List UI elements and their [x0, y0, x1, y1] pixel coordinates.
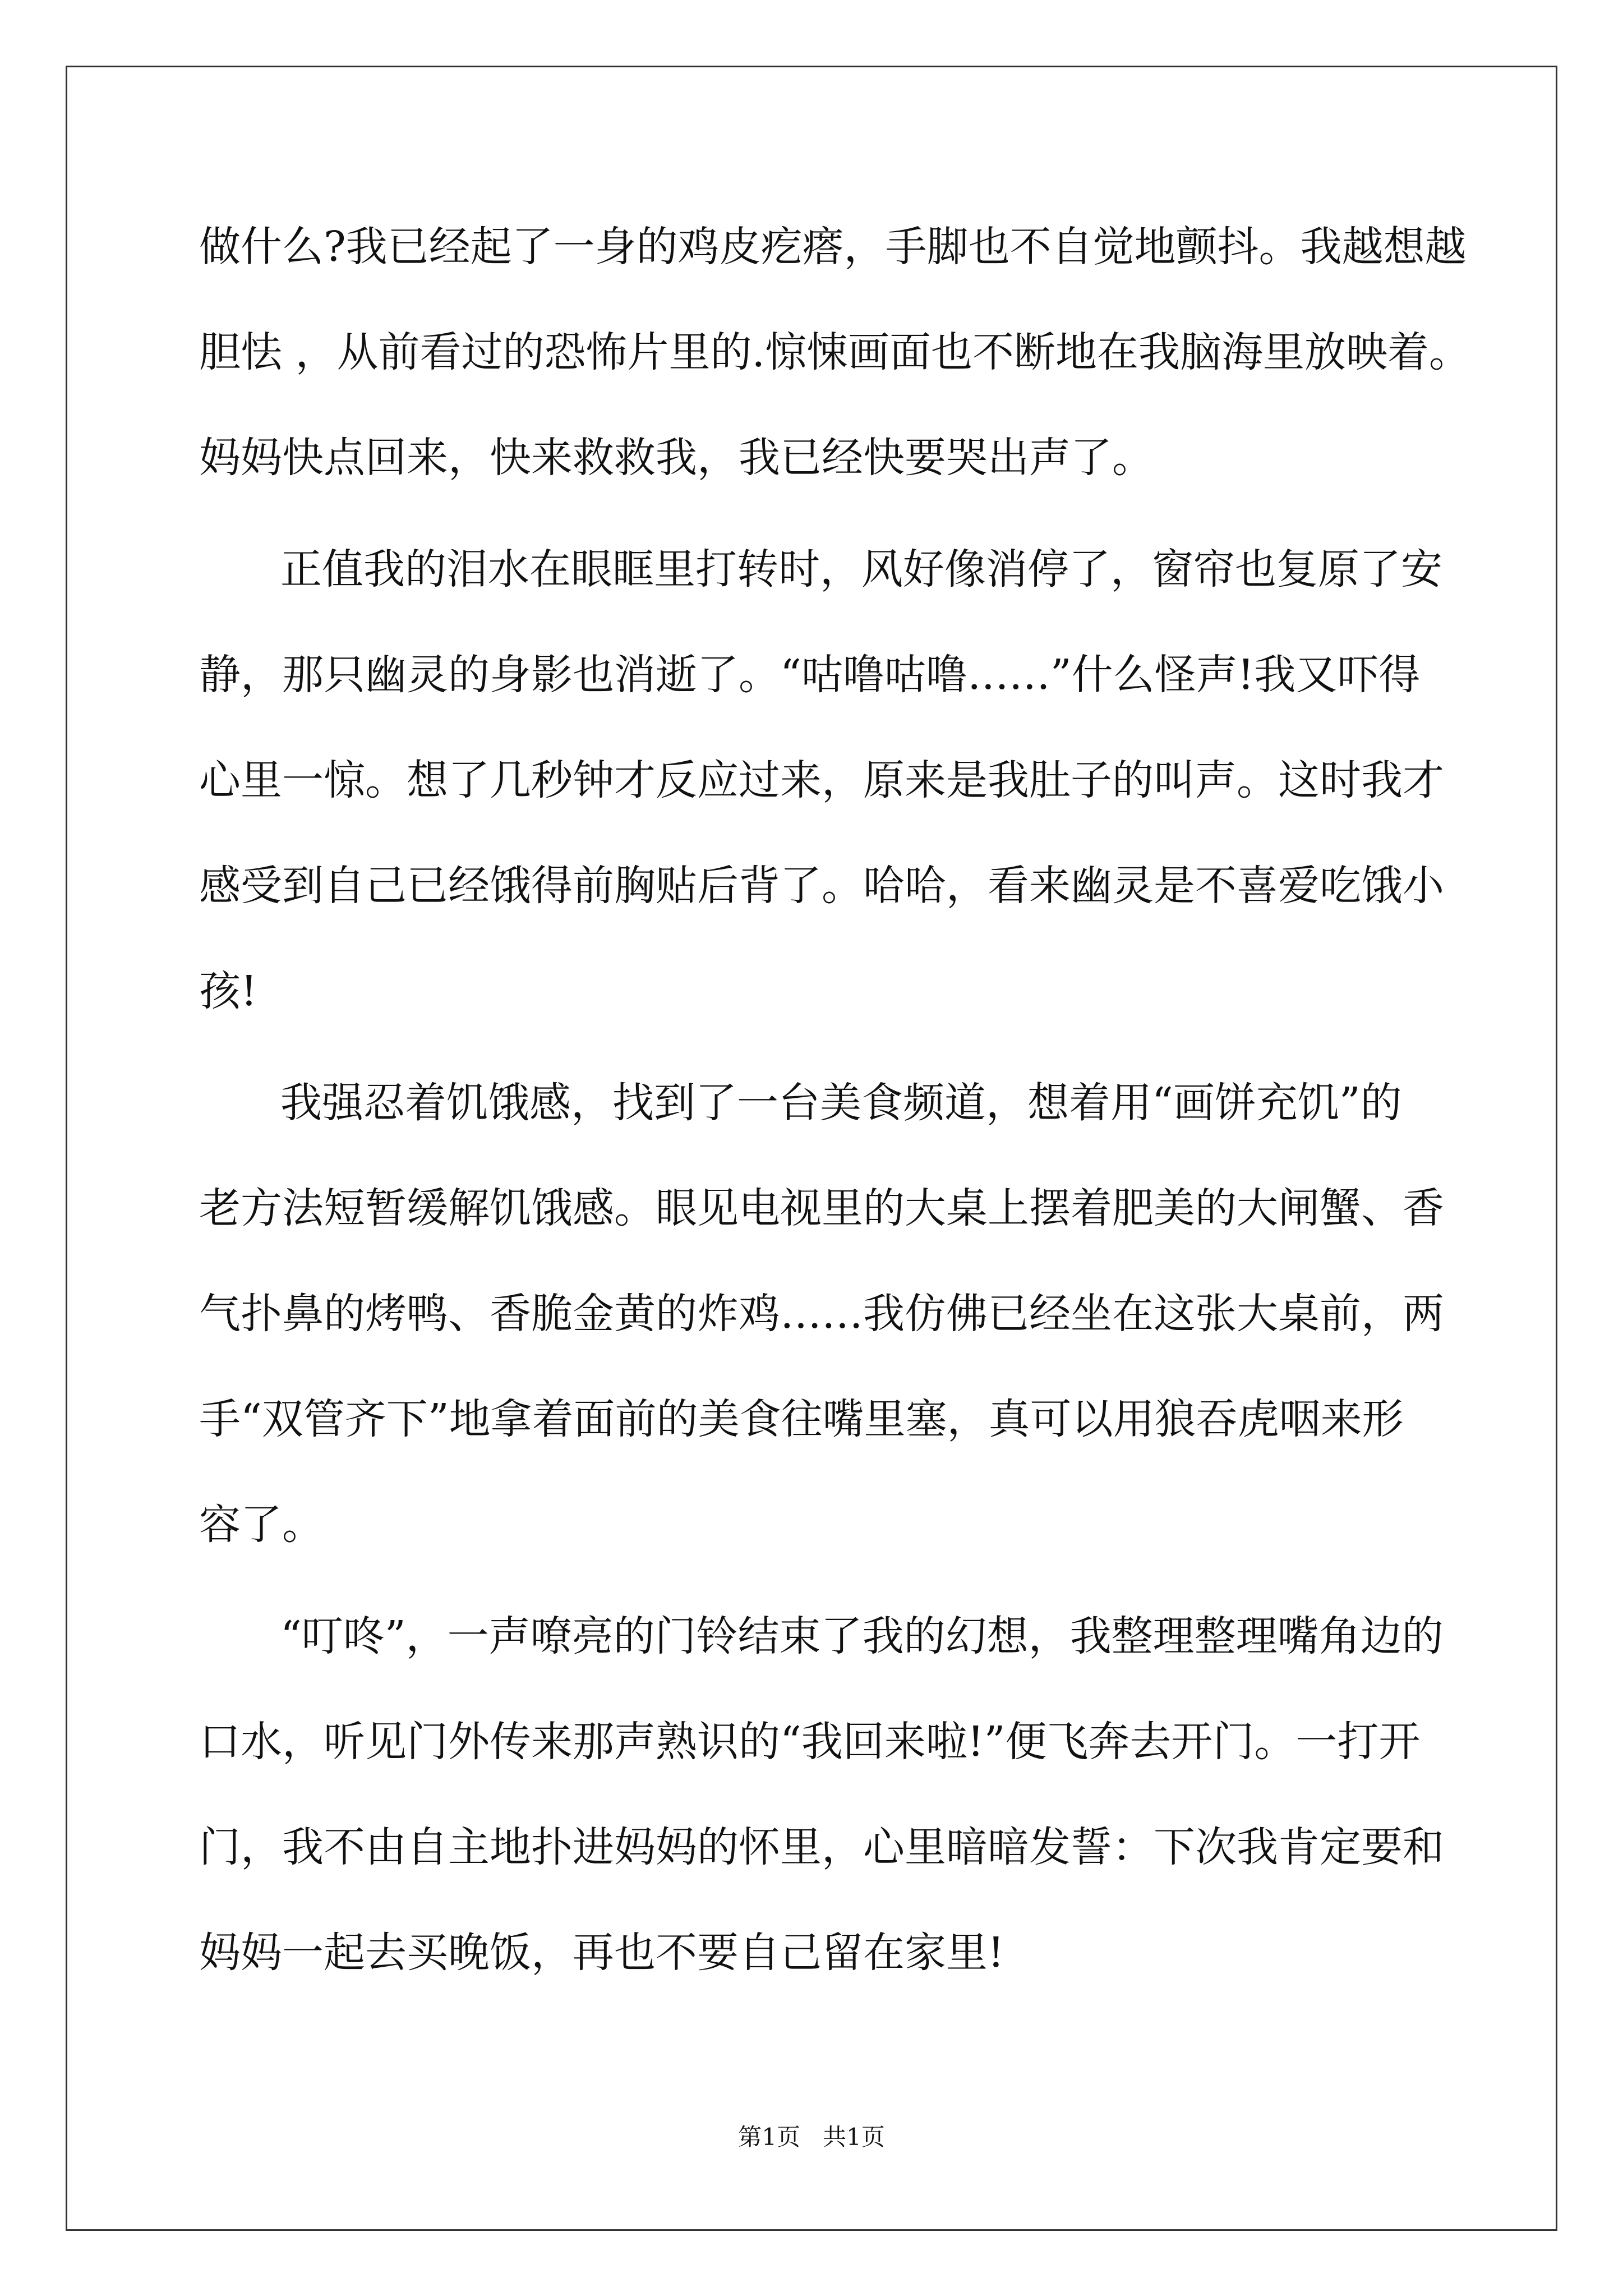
body-text-line: 我强忍着饥饿感，找到了一台美食频道，想着用“画饼充饥”的 [280, 1079, 1402, 1127]
body-text-line: 容了。 [199, 1501, 324, 1549]
body-text-line: 正值我的泪水在眼眶里打转时，风好像消停了，窗帘也复原了安 [280, 545, 1442, 593]
page-number: 第1页 [738, 2123, 800, 2151]
page-border [66, 66, 1557, 2231]
body-text-line: 口水，听见门外传来那声熟识的“我回来啦!”便飞奔去开门。一打开 [199, 1718, 1421, 1766]
body-text-line: 门，我不由自主地扑进妈妈的怀里，心里暗暗发誓：下次我肯定要和 [199, 1823, 1444, 1871]
body-text-line: 妈妈快点回来，快来救救我，我已经快要哭出声了。 [199, 434, 1154, 482]
page-footer [0, 2120, 1623, 2154]
page-total: 共1页 [823, 2123, 885, 2151]
body-text-line: 心里一惊。想了几秒钟才反应过来，原来是我肚子的叫声。这时我才 [199, 756, 1444, 804]
body-text-line: “叮咚”，一声嘹亮的门铃结束了我的幻想，我整理整理嘴角边的 [280, 1612, 1444, 1660]
body-text-line: 手“双管齐下”地拿着面前的美食往嘴里塞，真可以用狼吞虎咽来形 [199, 1395, 1404, 1443]
body-text-line: 孩! [199, 967, 257, 1015]
body-text-line: 感受到自己已经饿得前胸贴后背了。哈哈，看来幽灵是不喜爱吃饿小 [199, 862, 1444, 910]
body-text-line: 静，那只幽灵的身影也消逝了。“咕噜咕噜……”什么怪声!我又吓得 [199, 651, 1421, 699]
body-text-line: 胆怯 ，从前看过的恐怖片里的.惊悚画面也不断地在我脑海里放映着。 [199, 328, 1471, 376]
body-text-line: 气扑鼻的烤鸭、香脆金黄的炸鸡……我仿佛已经坐在这张大桌前，两 [199, 1290, 1444, 1338]
body-text-line: 妈妈一起去买晚饭，再也不要自己留在家里! [199, 1929, 1004, 1977]
body-text-line: 老方法短暂缓解饥饿感。眼见电视里的大桌上摆着肥美的大闸蟹、香 [199, 1184, 1444, 1232]
body-text-line: 做什么?我已经起了一身的鸡皮疙瘩，手脚也不自觉地颤抖。我越想越 [199, 223, 1467, 271]
